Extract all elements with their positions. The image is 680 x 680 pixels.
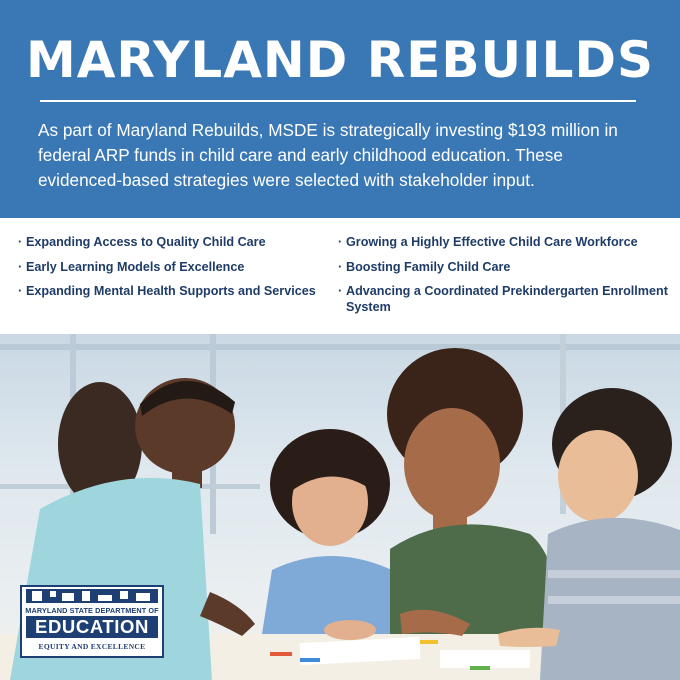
strategy-label: Growing a Highly Effective Child Care Workforce [346,235,638,249]
strategy-item [18,259,328,275]
strategy-item [18,234,328,250]
title-divider [40,100,636,102]
strategy-label: Boosting Family Child Care [346,259,511,274]
strategy-label: Early Learning Models of Excellence [26,259,245,274]
logo-department: MARYLAND STATE DEPARTMENT OF [25,606,159,615]
header-banner [0,0,680,218]
strategy-list [0,218,680,334]
bullet-dot: · [18,235,23,249]
logo-tagline: EQUITY AND EXCELLENCE [38,642,146,651]
strategy-item [338,234,668,250]
flag-pattern-icon [22,587,162,605]
bullet-dot: · [338,259,343,274]
intro-paragraph: As part of Maryland Rebuilds, MSDE is strategically investing $193 million in federal ARP funds in child care and early childhood education. These evidenced-based strategies were selected with stakeholder input. [38,120,618,190]
logo-education: EDUCATION [26,616,158,638]
strategy-label: Advancing a Coordinated Prekindergarten Enrollment System [346,284,668,314]
strategy-label: Expanding Access to Quality Child Care [26,235,266,249]
bullet-dot: · [18,259,23,274]
strategy-item [338,283,668,315]
page-title: MARYLAND REBUILDS [25,31,655,89]
msde-logo [20,585,164,658]
bullet-dot: · [18,284,23,298]
strategy-item [338,259,668,275]
strategy-item [18,283,328,299]
strategy-column-right [338,234,668,324]
strategy-label: Expanding Mental Health Supports and Services [26,284,316,298]
strategy-column-left [18,234,328,308]
bullet-dot: · [338,235,343,249]
bullet-dot: · [338,284,343,298]
